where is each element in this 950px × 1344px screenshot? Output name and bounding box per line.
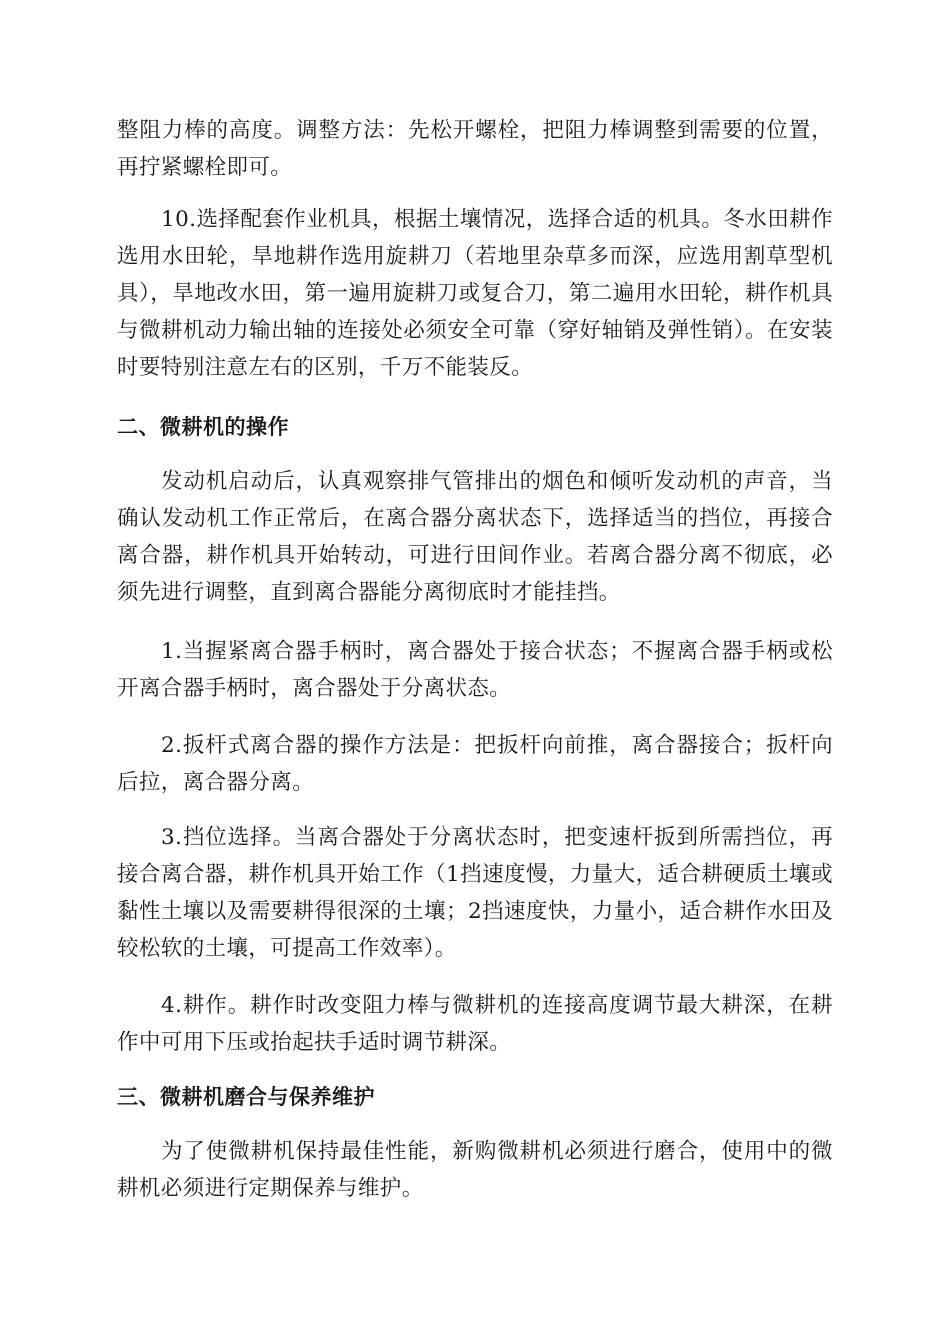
- section-2-item-3: 3.挡位选择。当离合器处于分离状态时，把变速杆扳到所需挡位，再接合离合器，耕作机具开始工作（1挡速度慢，力量大，适合耕硬质土壤或黏性土壤以及需要耕得很深的土壤；2挡速度快，力量小，适合耕作水田及较松软的土壤，可提高工作效率）。: [117, 825, 833, 961]
- section-2-item-1: 1.当握紧离合器手柄时，离合器处于接合状态；不握离合器手柄或松开离合器手柄时，离合器处于分离状态。: [117, 639, 833, 701]
- intro-continuation-paragraph: 整阻力棒的高度。调整方法：先松开螺栓，把阻力棒调整到需要的位置，再拧紧螺栓即可。: [117, 118, 833, 180]
- section-2-paragraph: 发动机启动后，认真观察排气管排出的烟色和倾听发动机的声音，当确认发动机工作正常后，在离合器分离状态下，选择适当的挡位，再接合离合器，耕作机具开始转动，可进行田间作业。若离合器分离不彻底，必须先进行调整，直到离合器能分离彻底时才能挂挡。: [117, 469, 833, 605]
- section-2-item-2: 2.扳杆式离合器的操作方法是：把扳杆向前推，离合器接合；扳杆向后拉，离合器分离。: [117, 733, 833, 795]
- section-2-heading: 二、微耕机的操作: [117, 415, 289, 439]
- item-10-paragraph: 10.选择配套作业机具，根据土壤情况，选择合适的机具。冬水田耕作选用水田轮，旱地耕作选用旋耕刀（若地里杂草多而深，应选用割草型机具），旱地改水田，第一遍用旋耕刀或复合刀，第二遍用水田轮，耕作机具与微耕机动力输出轴的连接处必须安全可靠（穿好轴销及弹性销）。在安装时要特别注意左右的区别，千万不能装反。: [117, 207, 833, 380]
- section-3-heading: 三、微耕机磨合与保养维护: [117, 1085, 375, 1109]
- section-3-paragraph: 为了使微耕机保持最佳性能，新购微耕机必须进行磨合，使用中的微耕机必须进行定期保养与维护。: [117, 1139, 833, 1201]
- section-2-item-4: 4.耕作。耕作时改变阻力棒与微耕机的连接高度调节最大耕深，在耕作中可用下压或抬起扶手适时调节耕深。: [117, 993, 833, 1055]
